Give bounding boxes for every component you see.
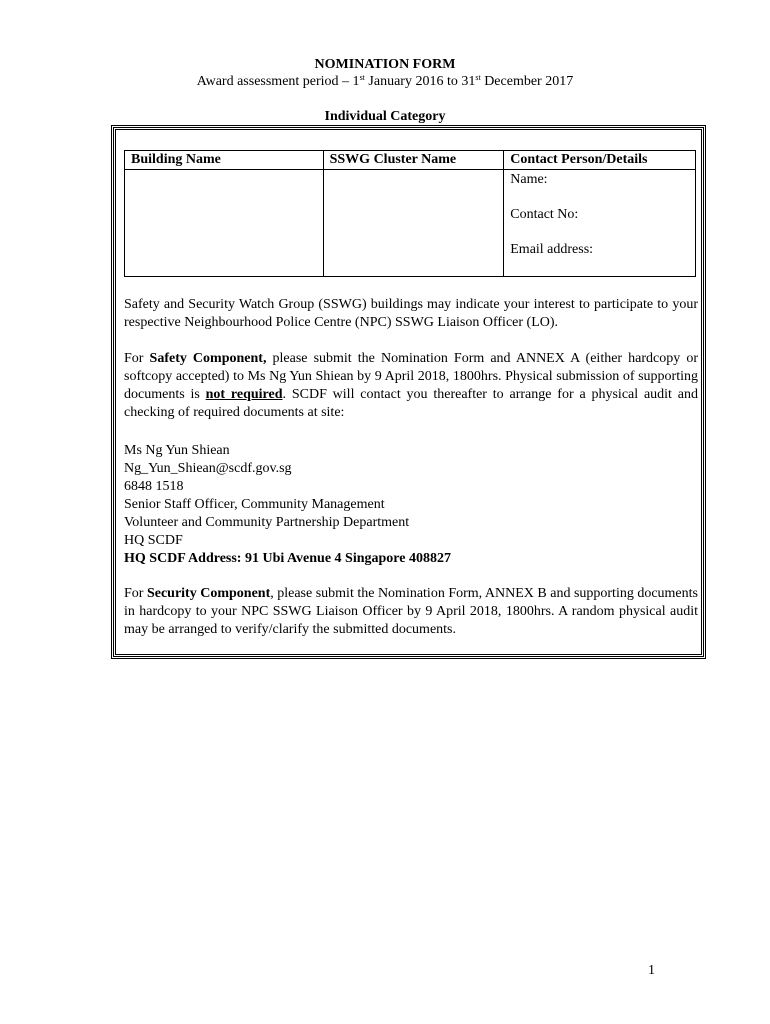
cluster-name-header: SSWG Cluster Name (323, 151, 504, 170)
contact-name-label: Name: (510, 172, 548, 187)
assessment-period (0, 74, 770, 90)
cluster-name-field[interactable] (323, 170, 504, 277)
building-name-field[interactable] (125, 170, 324, 277)
contact-position: Senior Staff Officer, Community Management (124, 497, 385, 512)
safety-text-start: For (124, 351, 150, 366)
period-text-middle: January 2016 to 31 (364, 74, 476, 89)
page-number: 1 (648, 963, 655, 978)
category-heading: Individual Category (324, 109, 446, 124)
table-header-row (125, 151, 696, 170)
period-text-end: December 2017 (480, 74, 574, 89)
contact-organisation: HQ SCDF (124, 533, 183, 548)
form-frame (113, 127, 704, 657)
security-text-end: , please submit the Nomination Form, ANNEX B and supporting documents in hardcopy to your NPC SSWG Liaison Officer by 9 April 2018, 1800hrs. A random physical audit may be arranged to verify/clarify the submitted documents. (124, 586, 698, 637)
contact-block (124, 442, 698, 568)
period-superscript-2: st (475, 73, 481, 82)
period-text-start: Award assessment period – 1 (196, 74, 360, 89)
contact-phone: 6848 1518 (124, 479, 184, 494)
period-superscript-1: st (359, 73, 365, 82)
building-name-header: Building Name (125, 151, 324, 170)
safety-paragraph (124, 350, 698, 422)
security-text-start: For (124, 586, 147, 601)
contact-person-name: Ms Ng Yun Shiean (124, 443, 230, 458)
contact-header: Contact Person/Details (504, 151, 696, 170)
security-component-label: Security Component (146, 586, 271, 601)
contact-no-label: Contact No: (510, 207, 579, 222)
security-paragraph (124, 585, 698, 639)
contact-department: Volunteer and Community Partnership Department (124, 515, 410, 530)
safety-text-middle: please submit the Nomination Form and ANNEX A (either hardcopy or softcopy accepted) to Ms Ng Yun Shiean by 9 April 2018, 1800hrs. Physical submission of supporting documents is (124, 351, 698, 402)
not-required-emphasis: not required (205, 387, 283, 402)
safety-component-label: Safety Component, (149, 351, 267, 366)
hq-address: HQ SCDF Address: 91 Ubi Avenue 4 Singapore 408827 (124, 551, 451, 566)
form-title: NOMINATION FORM (314, 57, 456, 72)
intro-paragraph: Safety and Security Watch Group (SSWG) buildings may indicate your interest to participate to your respective Neighbourhood Police Centre (NPC) SSWG Liaison Officer (LO). (124, 297, 698, 330)
table-input-row (125, 170, 696, 277)
nomination-table (124, 150, 696, 277)
contact-email-label: Email address: (510, 242, 594, 257)
safety-text-end: . SCDF will contact you thereafter to arrange for a physical audit and checking of required documents at site: (124, 387, 698, 420)
contact-email[interactable]: Ng_Yun_Shiean@scdf.gov.sg (124, 461, 292, 476)
contact-details-field[interactable] (504, 170, 696, 277)
